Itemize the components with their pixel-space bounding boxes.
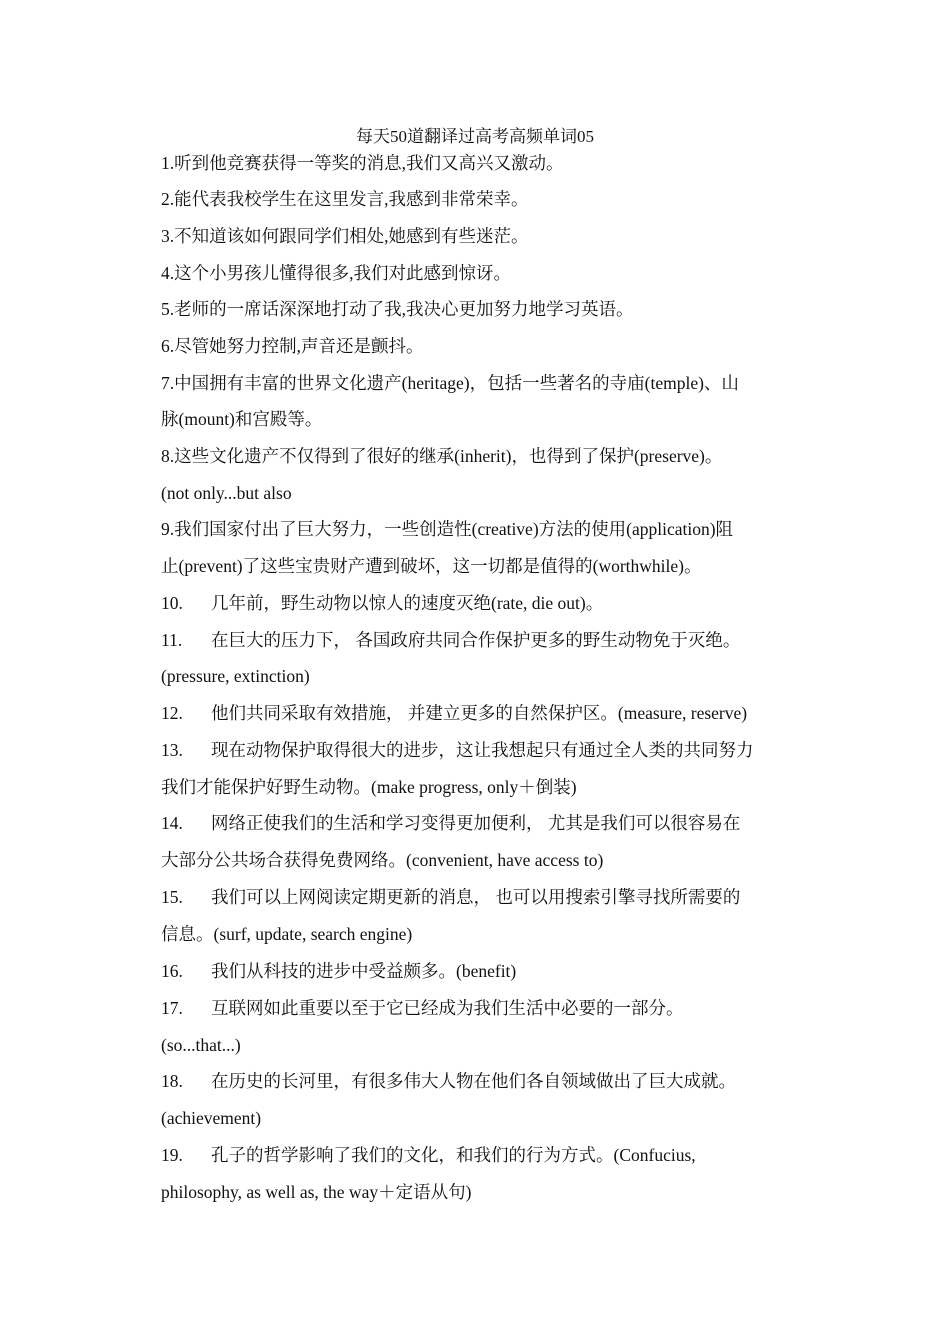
item-number: 6.: [161, 336, 175, 356]
item-7: [161, 372, 811, 394]
item-text: 现在动物保护取得很大的进步，这让我想起只有通过全人类的共同努力: [211, 740, 754, 760]
item-5: [161, 298, 811, 320]
item-17: [161, 997, 811, 1019]
item-2: [161, 188, 811, 210]
item-9-continued: 止(prevent)了这些宝贵财产遭到破坏，这一切都是值得的(worthwhile)。: [161, 556, 702, 576]
item-14: [161, 812, 811, 834]
item-text: 听到他竞赛获得一等奖的消息,我们又高兴又激动。: [174, 153, 564, 173]
item-9: [161, 518, 811, 540]
item-15-continued: 信息。(surf, update, search engine): [161, 924, 413, 944]
item-number: 10.: [161, 593, 183, 613]
document-title: 每天50道翻译过高考高频单词05: [356, 127, 594, 146]
item-10: [161, 592, 811, 614]
item-number: 14.: [161, 813, 183, 833]
item-18-continued: (achievement): [161, 1108, 262, 1128]
item-text: 在历史的长河里，有很多伟大人物在他们各自领域做出了巨大成就。: [211, 1071, 736, 1091]
item-number: 16.: [161, 961, 183, 981]
item-number: 5.: [161, 299, 175, 319]
item-text: 互联网如此重要以至于它已经成为我们生活中必要的一部分。: [211, 998, 684, 1018]
item-13: [161, 739, 811, 761]
item-text: 孔子的哲学影响了我们的文化，和我们的行为方式。(Confucius,: [211, 1145, 696, 1165]
item-text: 他们共同采取有效措施， 并建立更多的自然保护区。(measure, reserve): [211, 703, 748, 723]
item-number: 3.: [161, 226, 175, 246]
item-text: 几年前，野生动物以惊人的速度灭绝(rate, die out)。: [211, 593, 604, 613]
item-number: 9.: [161, 519, 175, 539]
item-11-continued: (pressure, extinction): [161, 666, 310, 686]
item-8: [161, 445, 811, 467]
item-text: 我们从科技的进步中受益颇多。(benefit): [211, 961, 517, 981]
item-19-continued: philosophy, as well as, the way＋定语从句): [161, 1182, 472, 1202]
item-text: 我们可以上网阅读定期更新的消息， 也可以用搜索引擎寻找所需要的: [211, 887, 741, 907]
item-text: 不知道该如何跟同学们相处,她感到有些迷茫。: [174, 226, 529, 246]
item-number: 15.: [161, 887, 183, 907]
item-text: 尽管她努力控制,声音还是颤抖。: [174, 336, 424, 356]
item-6: [161, 335, 811, 357]
item-7-continued: 脉(mount)和宫殿等。: [161, 409, 323, 429]
item-11: [161, 629, 811, 651]
item-18: [161, 1070, 811, 1092]
item-14-continued: 大部分公共场合获得免费网络。(convenient, have access to): [161, 850, 604, 870]
item-8-continued: (not only...but also: [161, 483, 292, 503]
item-text: 在巨大的压力下， 各国政府共同合作保护更多的野生动物免于灭绝。: [211, 630, 741, 650]
item-19: [161, 1144, 811, 1166]
item-text: 这些文化遗产不仅得到了很好的继承(inherit)，也得到了保护(preserve)。: [174, 446, 723, 466]
item-text: 老师的一席话深深地打动了我,我决心更加努力地学习英语。: [174, 299, 634, 319]
item-1: [161, 152, 811, 174]
item-text: 我们国家付出了巨大努力，一些创造性(creative)方法的使用(application)阻: [174, 519, 734, 539]
item-13-continued: 我们才能保护好野生动物。(make progress, only＋倒装): [161, 777, 577, 797]
item-16: [161, 960, 811, 982]
item-number: 19.: [161, 1145, 183, 1165]
item-text: 这个小男孩儿懂得很多,我们对此感到惊讶。: [174, 263, 511, 283]
item-text: 网络正使我们的生活和学习变得更加便利， 尤其是我们可以很容易在: [211, 813, 741, 833]
item-text: 中国拥有丰富的世界文化遗产(heritage)，包括一些著名的寺庙(temple)、山: [174, 373, 739, 393]
item-3: [161, 225, 811, 247]
item-4: [161, 262, 811, 284]
item-number: 17.: [161, 998, 183, 1018]
item-12: [161, 702, 811, 724]
item-number: 11.: [161, 630, 183, 650]
item-number: 4.: [161, 263, 175, 283]
item-number: 18.: [161, 1071, 183, 1091]
item-17-continued: (so...that...): [161, 1035, 241, 1055]
item-15: [161, 886, 811, 908]
item-text: 能代表我校学生在这里发言,我感到非常荣幸。: [174, 189, 529, 209]
item-number: 8.: [161, 446, 175, 466]
item-number: 12.: [161, 703, 183, 723]
item-number: 7.: [161, 373, 175, 393]
item-number: 2.: [161, 189, 175, 209]
item-number: 1.: [161, 153, 175, 173]
item-number: 13.: [161, 740, 183, 760]
